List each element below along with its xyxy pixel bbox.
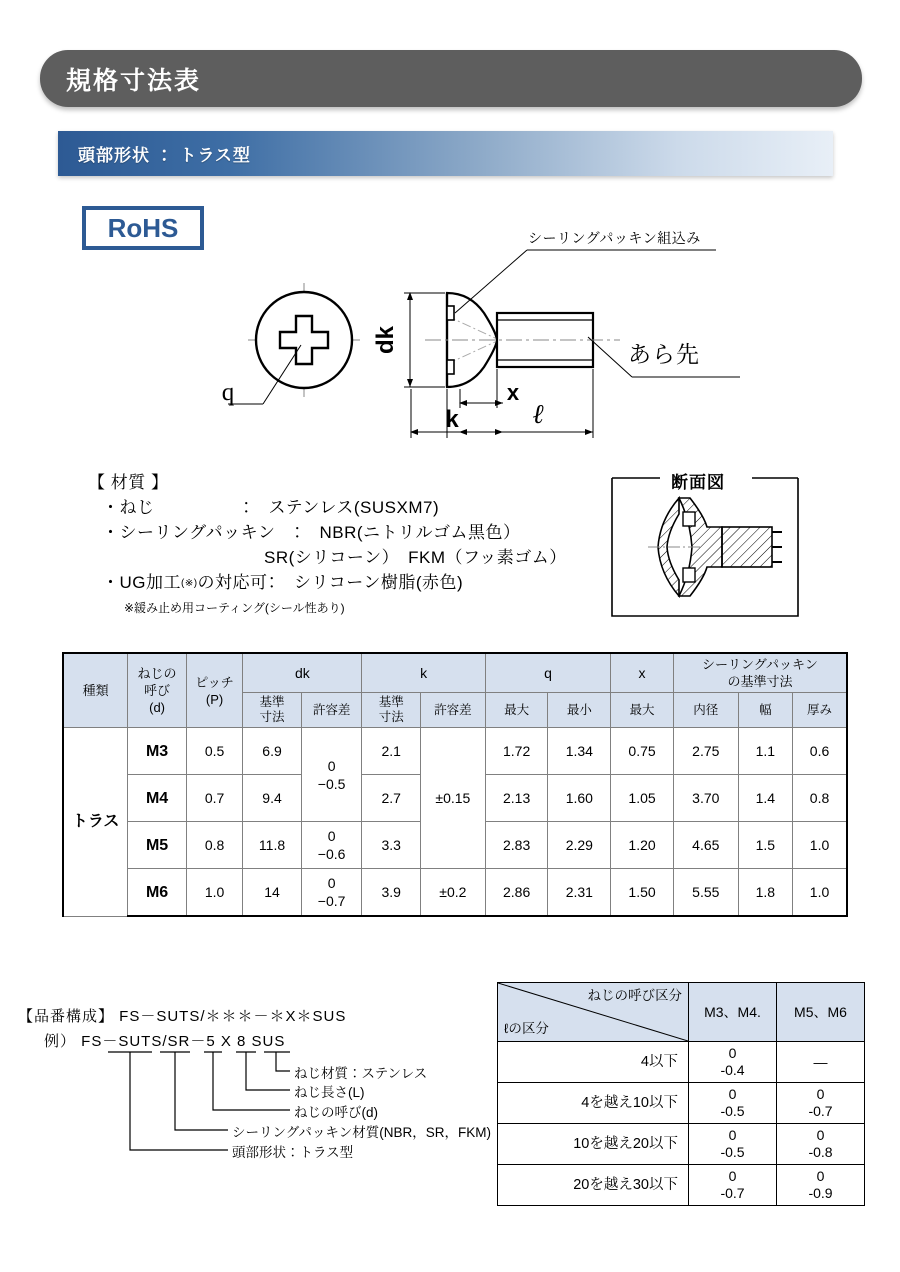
th-pitch-line1: ピッチ <box>195 674 234 690</box>
cell-dk-tol-top: 0 <box>327 828 336 844</box>
cell-pitch: 0.5 <box>186 728 242 775</box>
material-ug <box>88 570 608 596</box>
th-packing-thickness: 厚み <box>793 693 847 728</box>
cell-q-max: 2.83 <box>485 822 548 869</box>
tol-value-top: 0 <box>728 1086 737 1102</box>
th-packing-inner: 内径 <box>673 693 738 728</box>
dim-label-q: q <box>221 379 235 406</box>
th-size-line1: ねじの <box>137 666 177 681</box>
front-view-head <box>248 283 360 397</box>
legend-screw-material: ねじ材質：ステンレス <box>294 1066 428 1081</box>
th-dk-basic-line1: 基準 <box>259 695 285 709</box>
th-k-tolerance: 許容差 <box>420 693 485 728</box>
tol-value-bot: -0.4 <box>720 1062 745 1078</box>
tol-header-m3m4: M3、M4. <box>689 983 777 1042</box>
cell-dk-tol-top: 0 <box>327 875 336 891</box>
part-number-example: 例） FS－SUTS/SR－5 X 8 SUS <box>44 1033 286 1050</box>
tol-value-bot: -0.5 <box>720 1144 745 1160</box>
part-number-block <box>18 1005 488 1051</box>
page-title-bar <box>40 50 862 107</box>
cell-k-basic: 3.9 <box>362 869 421 917</box>
tol-value-top: 0 <box>728 1168 737 1184</box>
cell-packing-thickness: 1.0 <box>793 869 847 917</box>
cell-pitch: 1.0 <box>186 869 242 917</box>
legend-packing-material: シーリングパッキン材質(NBR，SR，FKM) <box>232 1125 492 1140</box>
dim-label-k: k <box>445 406 459 433</box>
tol-value-bot: -0.8 <box>808 1144 833 1160</box>
tol-range: 4を越え10以下 <box>498 1083 689 1124</box>
cell-packing-inner: 2.75 <box>673 728 738 775</box>
table-row <box>63 728 847 775</box>
material-ug-rest: の対応可： シリコーン樹脂(赤色) <box>197 573 464 592</box>
th-packing-width: 幅 <box>738 693 792 728</box>
th-dk-group: dk <box>243 653 362 693</box>
th-type: 種類 <box>63 653 128 728</box>
tol-range: 4以下 <box>498 1042 689 1083</box>
dim-label-x: x <box>506 380 520 405</box>
cell-q-min: 2.31 <box>548 869 611 917</box>
tol-value-top: 0 <box>816 1086 825 1102</box>
cell-x-max: 0.75 <box>611 728 674 775</box>
cell-q-min: 1.60 <box>548 775 611 822</box>
tol-table-row <box>498 1124 865 1165</box>
cell-dk-tolerance <box>301 869 362 917</box>
cell-dk-basic: 9.4 <box>243 775 302 822</box>
cell-dk-tolerance <box>301 822 362 869</box>
dim-label-dk: dk <box>372 325 399 355</box>
tol-diagonal-header <box>498 983 689 1042</box>
tol-header-m5m6: M5、M6 <box>777 983 865 1042</box>
tol-value-m5m6: — <box>777 1042 865 1083</box>
tol-range: 10を越え20以下 <box>498 1124 689 1165</box>
tol-value-m3m4 <box>689 1083 777 1124</box>
cell-q-min: 1.34 <box>548 728 611 775</box>
cell-packing-inner: 4.65 <box>673 822 738 869</box>
cell-size: M5 <box>128 822 187 869</box>
legend-screw-size: ねじの呼び(d) <box>294 1105 378 1120</box>
cell-dk-basic: 11.8 <box>243 822 302 869</box>
cell-q-min: 2.29 <box>548 822 611 869</box>
tol-value-bot: -0.9 <box>808 1185 833 1201</box>
legend-screw-length: ねじ長さ(L) <box>294 1085 365 1100</box>
th-k-basic-line2: 寸法 <box>378 710 404 724</box>
material-heading: 【 材質 】 <box>88 473 169 492</box>
cell-k-basic: 2.7 <box>362 775 421 822</box>
th-packing-line1: シーリングパッキン <box>702 657 818 672</box>
tol-header-size-label: ねじの呼び区分 <box>587 988 682 1003</box>
cell-x-max: 1.50 <box>611 869 674 917</box>
specification-table <box>62 652 848 917</box>
head-shape-banner <box>58 131 833 176</box>
dim-label-l: ℓ <box>532 399 544 429</box>
cell-k-basic: 3.3 <box>362 822 421 869</box>
cell-size: M3 <box>128 728 187 775</box>
tol-value-top: 0 <box>816 1127 825 1143</box>
cell-q-max: 2.86 <box>485 869 548 917</box>
cell-type: トラス <box>63 728 128 917</box>
cell-x-max: 1.20 <box>611 822 674 869</box>
th-k-basic <box>362 693 421 728</box>
th-dk-tolerance: 許容差 <box>301 693 362 728</box>
th-pitch <box>186 653 242 728</box>
th-packing-group <box>673 653 847 693</box>
th-q-group: q <box>485 653 610 693</box>
cell-k-tolerance: ±0.2 <box>420 869 485 917</box>
material-ug-superscript: (※) <box>181 578 198 589</box>
cell-packing-width: 1.1 <box>738 728 792 775</box>
tol-range: 20を越え30以下 <box>498 1165 689 1206</box>
part-number-format: 【品番構成】 FS－SUTS/＊＊＊－＊X＊SUS <box>18 1008 347 1025</box>
cross-section-frame <box>612 478 798 616</box>
th-dk-basic <box>243 693 302 728</box>
th-k-basic-line1: 基準 <box>378 695 404 709</box>
tol-header-length-label: ℓの区分 <box>504 1021 549 1036</box>
tol-value-top: 0 <box>816 1168 825 1184</box>
cell-packing-thickness: 1.0 <box>793 822 847 869</box>
table-row <box>63 869 847 917</box>
tol-value-m3m4 <box>689 1165 777 1206</box>
tol-value-m5m6 <box>777 1124 865 1165</box>
th-pitch-line2: (P) <box>205 691 224 707</box>
tol-table-row <box>498 1042 865 1083</box>
legend-head-shape: 頭部形状：トラス型 <box>232 1145 354 1160</box>
tol-value-top: 0 <box>728 1045 737 1061</box>
dim-leader-q <box>228 345 301 404</box>
cell-packing-inner: 5.55 <box>673 869 738 917</box>
cross-section-title: 断面図 <box>663 468 733 493</box>
cell-q-max: 1.72 <box>485 728 548 775</box>
cell-k-tolerance: ±0.15 <box>420 728 485 869</box>
th-size-line2: 呼び <box>144 683 171 698</box>
table-header-row-1 <box>63 653 847 693</box>
th-size <box>128 653 187 728</box>
cell-k-basic: 2.1 <box>362 728 421 775</box>
tol-value-m3m4 <box>689 1124 777 1165</box>
material-footnote: ※緩み止め用コーティング(シール性あり) <box>124 601 345 615</box>
rohs-badge <box>82 206 204 250</box>
cell-q-max: 2.13 <box>485 775 548 822</box>
th-packing-line2: の基準寸法 <box>727 674 793 689</box>
th-k-group: k <box>362 653 485 693</box>
tol-value-bot: -0.7 <box>808 1103 833 1119</box>
cell-size: M4 <box>128 775 187 822</box>
cell-packing-inner: 3.70 <box>673 775 738 822</box>
cell-pitch: 0.7 <box>186 775 242 822</box>
dim-dk <box>404 293 445 387</box>
material-packing: ・シーリングパッキン ： NBR(ニトリルゴム黒色） <box>102 523 521 542</box>
callout-point-label: あら先 <box>628 341 700 367</box>
tol-table-row <box>498 1165 865 1206</box>
th-q-max: 最大 <box>485 693 548 728</box>
dim-x <box>460 369 503 408</box>
cross-section-drawing <box>648 498 782 596</box>
rohs-label: RoHS <box>107 212 179 243</box>
tol-header-row <box>498 983 865 1042</box>
tol-value-bot: -0.5 <box>720 1103 745 1119</box>
cell-dk-basic: 14 <box>243 869 302 917</box>
th-x-group: x <box>611 653 674 693</box>
th-dk-basic-line2: 寸法 <box>259 710 285 724</box>
tol-value-bot: -0.7 <box>720 1185 745 1201</box>
cell-dk-tol-bot: −0.5 <box>317 775 346 792</box>
th-x-max: 最大 <box>611 693 674 728</box>
cell-dk-tolerance <box>301 728 362 822</box>
cell-size: M6 <box>128 869 187 917</box>
cell-packing-width: 1.4 <box>738 775 792 822</box>
length-tolerance-table <box>497 982 865 1206</box>
cell-packing-thickness: 0.8 <box>793 775 847 822</box>
th-q-min: 最小 <box>548 693 611 728</box>
dim-l <box>460 369 593 438</box>
cell-dk-tol-bot: −0.7 <box>317 893 346 909</box>
cell-pitch: 0.8 <box>186 822 242 869</box>
cell-dk-tol-bot: −0.6 <box>317 846 346 862</box>
tol-value-m5m6 <box>777 1083 865 1124</box>
cell-x-max: 1.05 <box>611 775 674 822</box>
material-ug-text: ・UG加工 <box>102 573 181 592</box>
tol-value-top: 0 <box>728 1127 737 1143</box>
cell-dk-tol-top: 0 <box>327 757 336 774</box>
tol-value-m3m4 <box>689 1042 777 1083</box>
tol-table-row <box>498 1083 865 1124</box>
material-packing-2: SR(シリコーン） FKM（フッ素ゴム） <box>264 548 567 567</box>
material-screw: ・ねじ ： ステンレス(SUSXM7) <box>102 498 440 517</box>
callout-packing-label: シーリングパッキン組込み <box>528 230 701 246</box>
callout-packing-leader <box>455 250 716 313</box>
tol-value-m5m6 <box>777 1165 865 1206</box>
th-size-line3: (d) <box>149 700 165 715</box>
dim-k <box>411 389 503 438</box>
cell-packing-thickness: 0.6 <box>793 728 847 775</box>
side-view-screw <box>425 293 620 387</box>
cell-dk-basic: 6.9 <box>243 728 302 775</box>
cell-packing-width: 1.8 <box>738 869 792 917</box>
material-spec-block <box>88 470 608 621</box>
head-shape-label: 頭部形状 ： トラス型 <box>78 146 251 165</box>
cell-packing-width: 1.5 <box>738 822 792 869</box>
page-title: 規格寸法表 <box>66 66 202 95</box>
